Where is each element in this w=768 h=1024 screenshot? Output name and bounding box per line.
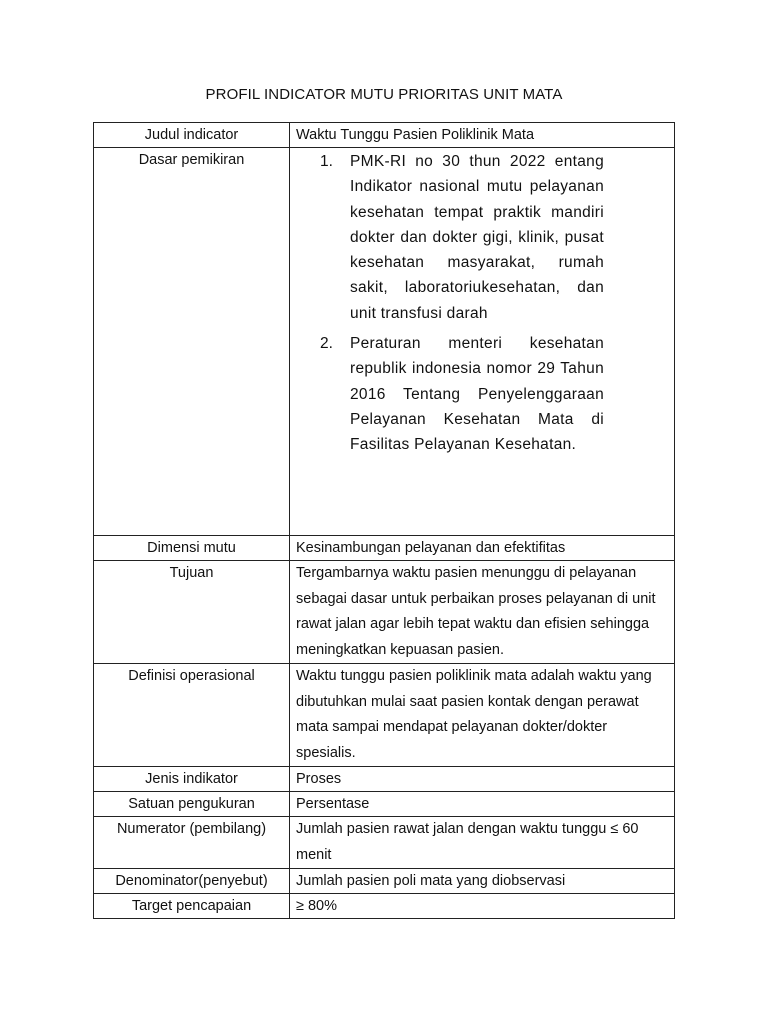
row-label: Satuan pengukuran: [94, 792, 290, 817]
row-value: Kesinambungan pelayanan dan efektifitas: [290, 536, 675, 561]
row-value: Persentase: [290, 792, 675, 817]
row-label: Target pencapaian: [94, 894, 290, 919]
list-item-number: 1.: [320, 153, 333, 170]
row-label: Tujuan: [94, 561, 290, 664]
list-item: [320, 331, 604, 457]
row-value: Waktu Tunggu Pasien Poliklinik Mata: [290, 123, 675, 148]
table-row: [94, 664, 675, 767]
row-label: Judul indicator: [94, 123, 290, 148]
table-row: [94, 869, 675, 894]
row-value: Proses: [290, 767, 675, 792]
row-label: Numerator (pembilang): [94, 817, 290, 869]
row-value: ≥ 80%: [290, 894, 675, 919]
list-item-text: Peraturan menteri kesehatan republik indonesia nomor 29 Tahun 2016 Tentang Penyelenggaraan Pelayanan Kesehatan Mata di Fasilitas Pelayanan Kesehatan.: [350, 335, 604, 454]
row-value: Waktu tunggu pasien poliklinik mata adalah waktu yang dibutuhkan mulai saat pasien kontak dengan perawat mata sampai mendapat pelayanan dokter/dokter spesialis.: [290, 664, 675, 767]
table-row: [94, 767, 675, 792]
row-label: Dimensi mutu: [94, 536, 290, 561]
row-value: [290, 148, 675, 536]
list-item-text: PMK-RI no 30 thun 2022 entang Indikator nasional mutu pelayanan kesehatan tempat praktik mandiri dokter dan dokter gigi, klinik, pusat kesehatan masyarakat, rumah sakit, laboratoriukesehatan, dan unit transfusi darah: [350, 153, 604, 322]
basis-list: [320, 149, 604, 458]
document-title: PROFIL INDICATOR MUTU PRIORITAS UNIT MATA: [205, 86, 563, 103]
indicator-profile-table: [93, 122, 675, 919]
table-row: [94, 561, 675, 664]
list-item: [320, 149, 604, 326]
table-row: [94, 148, 675, 536]
row-value: Jumlah pasien poli mata yang diobservasi: [290, 869, 675, 894]
row-value: Tergambarnya waktu pasien menunggu di pelayanan sebagai dasar untuk perbaikan proses pelayanan di unit rawat jalan agar lebih tepat waktu dan efisien sehingga meningkatkan kepuasan pasien.: [290, 561, 675, 664]
row-label: Denominator(penyebut): [94, 869, 290, 894]
table-row: [94, 817, 675, 869]
row-label: Dasar pemikiran: [94, 148, 290, 536]
row-label: Definisi operasional: [94, 664, 290, 767]
list-item-number: 2.: [320, 335, 333, 353]
table-row: [94, 792, 675, 817]
table-row: [94, 123, 675, 148]
row-label: Jenis indikator: [94, 767, 290, 792]
table-row: [94, 894, 675, 919]
row-value: Jumlah pasien rawat jalan dengan waktu tunggu ≤ 60 menit: [290, 817, 675, 869]
table-row: [94, 536, 675, 561]
